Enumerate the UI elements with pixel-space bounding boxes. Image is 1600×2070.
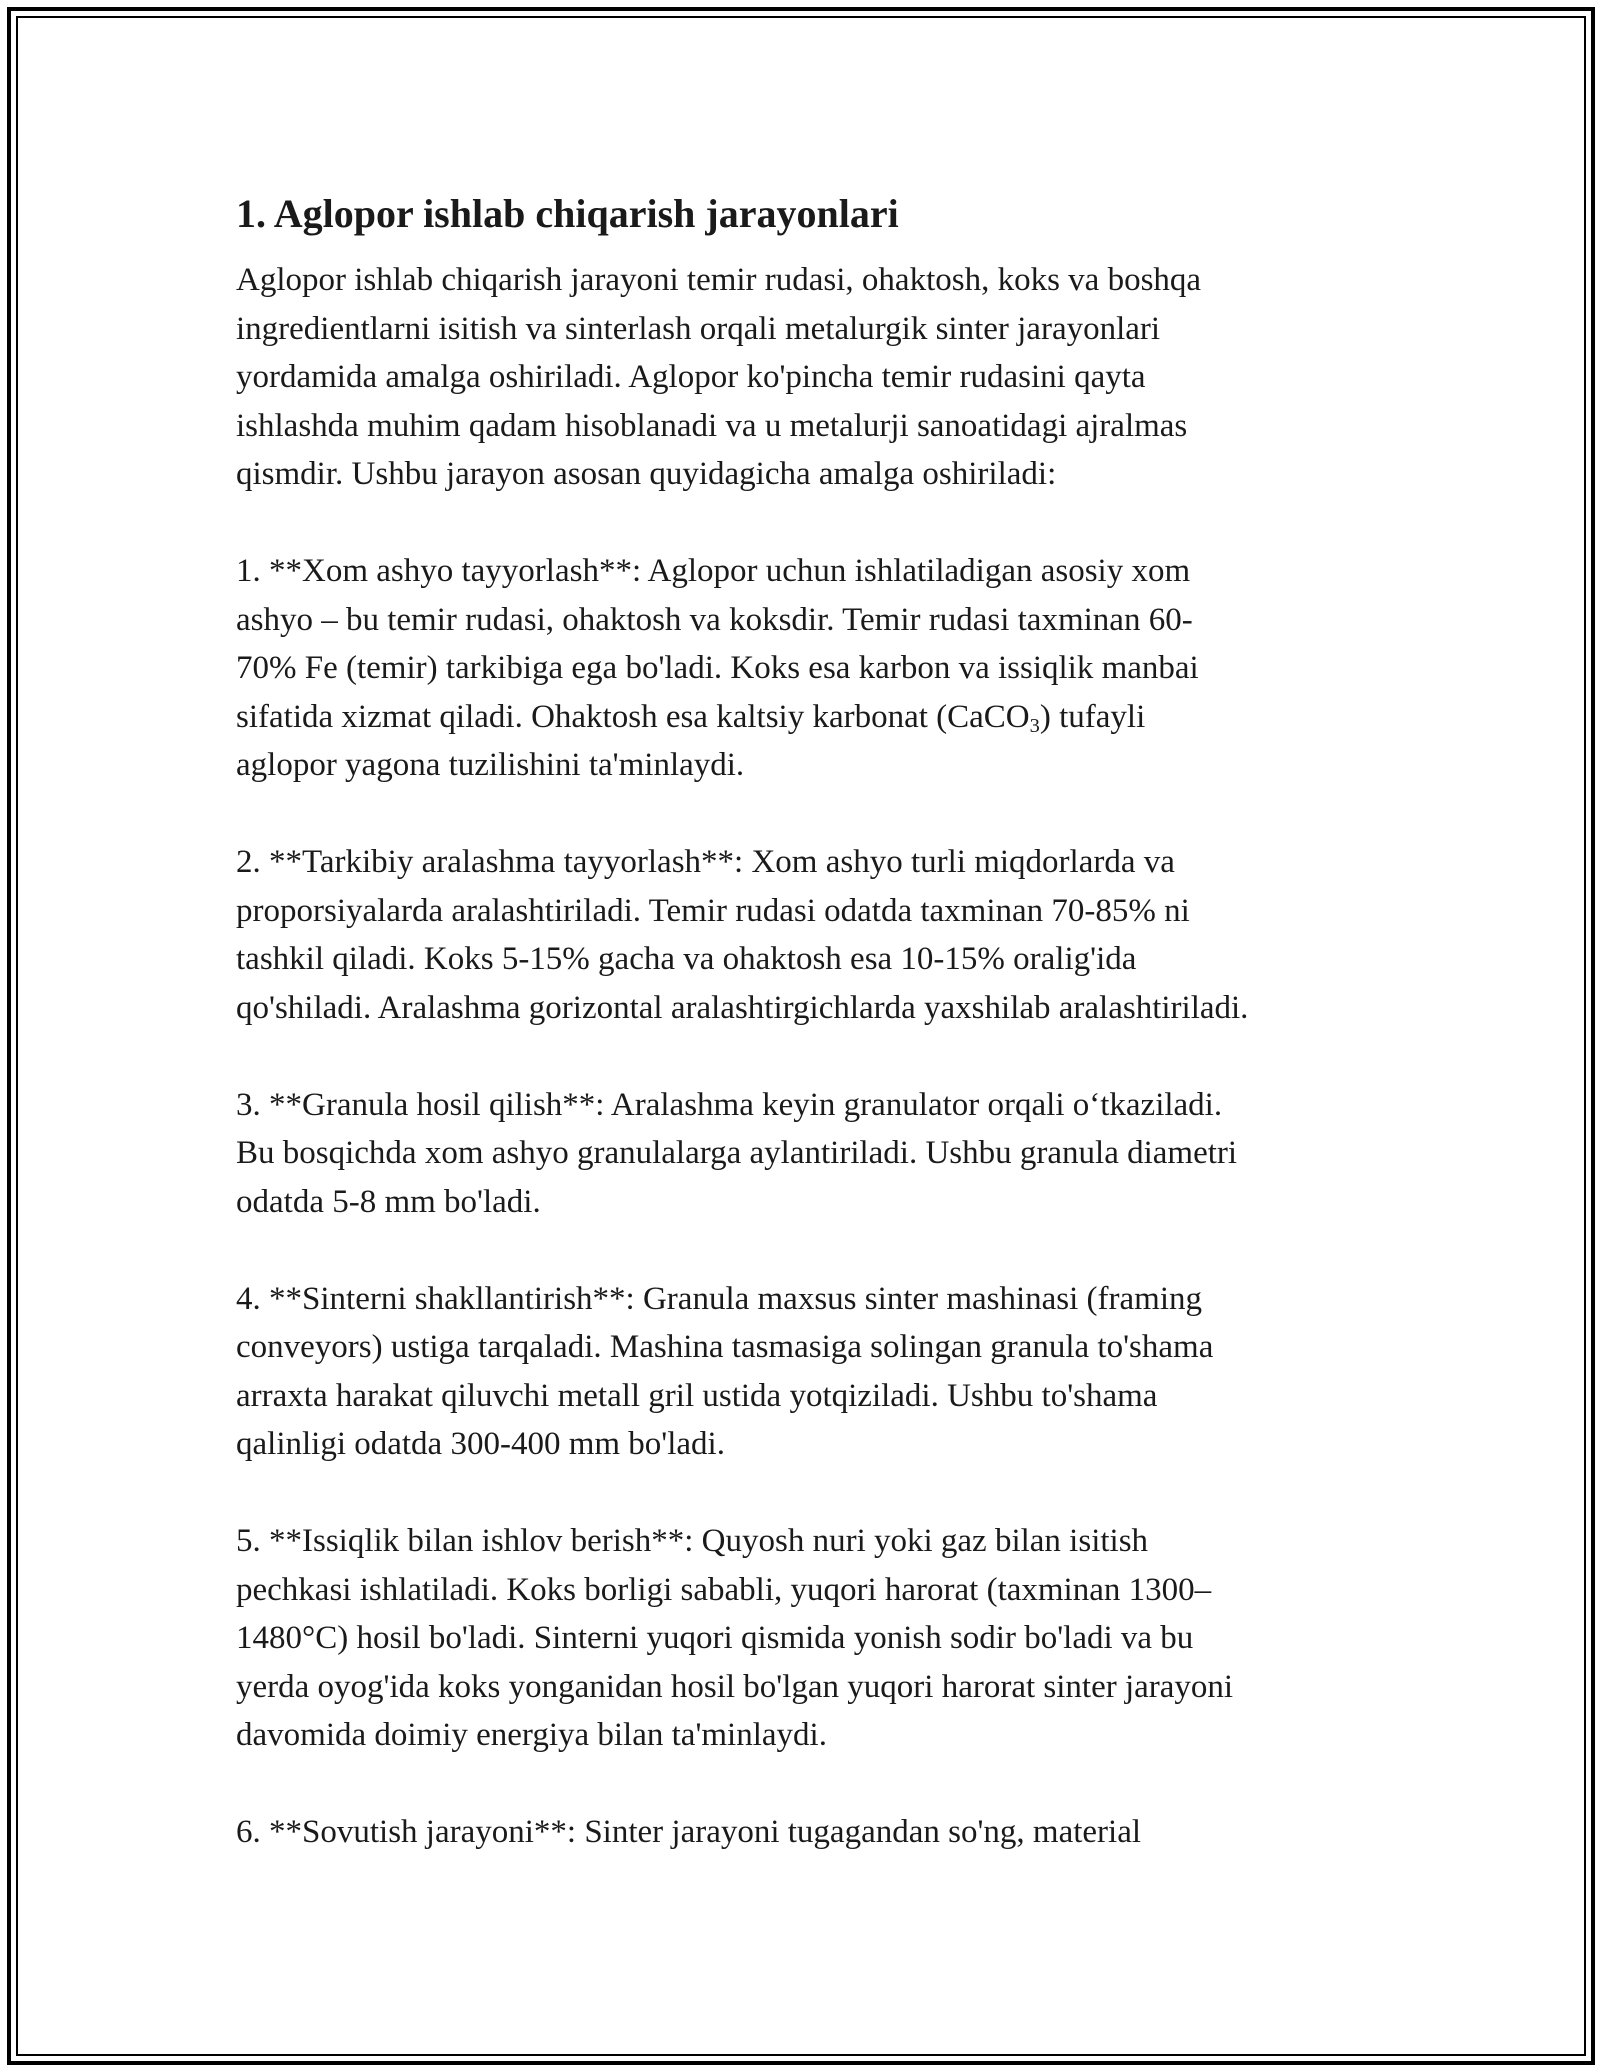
text-line: yerda oyog'ida koks yonganidan hosil bo'lgan yuqori harorat sinter jarayoni: [236, 1668, 1234, 1705]
text-line: 5. **Issiqlik bilan ishlov berish**: Quyosh nuri yoki gaz bilan isitish: [236, 1523, 1149, 1559]
text-line: 70% Fe (temir) tarkibiga ega bo'ladi. Koks esa karbon va issiqlik manbai: [236, 650, 1199, 686]
formula-line-text-after: ) tufayli: [1039, 698, 1146, 735]
text-line: conveyors) ustiga tarqaladi. Mashina tasmasiga solingan granula to'shama: [236, 1329, 1214, 1365]
section-heading: 1. Aglopor ishlab chiqarish jarayonlari: [236, 191, 899, 236]
text-line: qo'shiladi. Aralashma gorizontal aralashtirgichlarda yaxshilab aralashtiriladi.: [236, 989, 1249, 1026]
text-line: pechkasi ishlatiladi. Koks borligi sababli, yuqori harorat (taxminan 1300–: [236, 1571, 1212, 1608]
text-line: proporsiyalarda aralashtiriladi. Temir rudasi odatda taxminan 70-85% ni: [236, 892, 1190, 929]
text-line: Bu bosqichda xom ashyo granulalarga aylantiriladi. Ushbu granula diametri: [236, 1135, 1238, 1171]
text-line: ishlashda muhim qadam hisoblanadi va u metalurji sanoatidagi ajralmas: [236, 407, 1188, 444]
text-line: yordamida amalga oshiriladi. Aglopor ko'pincha temir rudasini qayta: [236, 359, 1146, 395]
text-line: aglopor yagona tuzilishini ta'minlaydi.: [236, 747, 745, 783]
text-line: 3. **Granula hosil qilish**: Aralashma keyin granulator orqali o‘tkaziladi.: [236, 1086, 1223, 1123]
text-line: 4. **Sinterni shakllantirish**: Granula maxsus sinter mashinasi (framing: [236, 1280, 1203, 1317]
text-line: arraxta harakat qiluvchi metall gril ustida yotqiziladi. Ushbu to'shama: [236, 1377, 1158, 1414]
text-line: 1. **Xom ashyo tayyorlash**: Aglopor uchun ishlatiladigan asosiy xom: [236, 553, 1191, 589]
text-line: ashyo – bu temir rudasi, ohaktosh va koksdir. Temir rudasi taxminan 60-: [236, 601, 1193, 638]
step-1-paragraph: [236, 547, 1386, 790]
text-line: qalinligi odatda 300-400 mm bo'ladi.: [236, 1426, 725, 1462]
text-line: 1480°C) hosil bo'ladi. Sinterni yuqori qismida yonish sodir bo'ladi va bu: [236, 1620, 1194, 1656]
text-line: odatda 5-8 mm bo'ladi.: [236, 1183, 541, 1220]
text-line: qismdir. Ushbu jarayon asosan quyidagicha amalga oshiriladi:: [236, 456, 1057, 492]
step-2-paragraph: [236, 838, 1386, 1032]
formula-line-text-before: sifatida xizmat qiladi. Ohaktosh esa kaltsiy karbonat (CaCO: [236, 698, 1030, 735]
text-line: ingredientlarni isitish va sinterlash orqali metalurgik sinter jarayonlari: [236, 310, 1161, 347]
intro-paragraph: [236, 256, 1386, 499]
step-4-paragraph: [236, 1275, 1386, 1469]
text-line: 6. **Sovutish jarayoni**: Sinter jarayoni tugagandan so'ng, material: [236, 1814, 1142, 1850]
step-3-paragraph: [236, 1081, 1386, 1227]
text-line: 2. **Tarkibiy aralashma tayyorlash**: Xom ashyo turli miqdorlarda va: [236, 844, 1175, 880]
step-6-paragraph: [236, 1808, 1386, 1857]
step-5-paragraph: [236, 1517, 1386, 1760]
text-line: tashkil qiladi. Koks 5-15% gacha va ohaktosh esa 10-15% oralig'ida: [236, 941, 1137, 977]
text-line: Aglopor ishlab chiqarish jarayoni temir rudasi, ohaktosh, koks va boshqa: [236, 262, 1202, 298]
formula-subscript: 3: [1029, 714, 1040, 737]
text-line-with-formula: [236, 693, 1386, 742]
document-body: [236, 190, 1386, 1857]
text-line: davomida doimiy energiya bilan ta'minlaydi.: [236, 1717, 827, 1753]
